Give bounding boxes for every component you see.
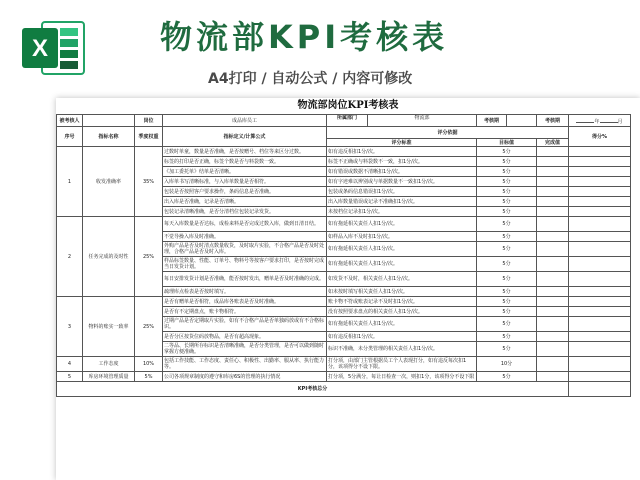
kpi-target: 5分 <box>477 342 537 357</box>
date-label: 考核期 <box>537 115 569 127</box>
kpi-criteria: 如有拖延相关责任人扣1分/次。 <box>327 257 477 272</box>
assessee-label: 被考核人 <box>57 115 83 127</box>
kpi-definition: 是否有赠单是否相符，成品库各账表是否及时准确。 <box>163 297 327 307</box>
kpi-criteria: 如有违反相扣1分/次。 <box>327 332 477 342</box>
year-suffix: 年 <box>594 119 600 125</box>
kpi-name: 收发准确率 <box>83 147 135 217</box>
kpi-target: 5分 <box>477 197 537 207</box>
kpi-definition: 样品标签数量、性能、订单号、物料号等按客户要求打印，是否按时完成当日发货计划。 <box>163 257 327 272</box>
col-target: 目标值 <box>477 139 537 147</box>
kpi-target: 5分 <box>477 157 537 167</box>
kpi-seq: 5 <box>57 372 83 382</box>
kpi-target: 10分 <box>477 357 537 372</box>
col-basis: 评分依据 <box>327 127 569 139</box>
kpi-criteria: 如有错误或数据不清晰扣1分/次。 <box>327 167 477 177</box>
col-score: 得分% <box>569 127 631 147</box>
header-row-1 <box>57 127 631 139</box>
kpi-actual[interactable] <box>537 287 569 297</box>
total-label: KPI考核总分 <box>57 382 569 397</box>
total-score[interactable] <box>569 382 631 397</box>
kpi-target: 5分 <box>477 317 537 332</box>
kpi-actual[interactable] <box>537 372 569 382</box>
kpi-target: 5分 <box>477 372 537 382</box>
kpi-definition: 二等品、长期所存标识是否清晰准确，是否分类管理，是否可以做到随时掌握方便准确。 <box>163 342 327 357</box>
kpi-actual[interactable] <box>537 307 569 317</box>
kpi-name: 物料的账实一致率 <box>83 297 135 357</box>
kpi-target: 5分 <box>477 217 537 232</box>
kpi-definition: 包括工作技能、工作态度、责任心、积极性、出勤率、服从率、执行能力等。 <box>163 357 327 372</box>
table-row <box>57 372 631 382</box>
excel-icon <box>20 18 86 78</box>
kpi-actual[interactable] <box>537 177 569 187</box>
kpi-criteria: 打分项，5分满分，每让日检查一次，则扣1分，该项得分不设下限 <box>327 372 477 382</box>
period-label: 考核期 <box>477 115 507 127</box>
kpi-name: 工作态度 <box>83 357 135 372</box>
kpi-actual[interactable] <box>537 342 569 357</box>
kpi-criteria: 出入库数量错误或记录不准确扣1分/次。 <box>327 197 477 207</box>
kpi-score[interactable] <box>569 242 631 257</box>
month-suffix: 月 <box>617 119 623 125</box>
kpi-score[interactable] <box>569 272 631 287</box>
kpi-definition: 不觉导操入库及时准确。 <box>163 232 327 242</box>
kpi-target: 5分 <box>477 242 537 257</box>
kpi-seq: 3 <box>57 297 83 357</box>
kpi-seq: 4 <box>57 357 83 372</box>
table-row <box>57 297 631 307</box>
kpi-actual[interactable] <box>537 357 569 372</box>
kpi-score[interactable] <box>569 307 631 317</box>
sheet-title: 物流部岗位KPI考核表 <box>297 100 399 111</box>
kpi-criteria: 如样品入库不及时扣1分/次。 <box>327 232 477 242</box>
kpi-weight: 5% <box>135 372 163 382</box>
kpi-definition: 《加工委托单》结单是否清晰。 <box>163 167 327 177</box>
kpi-criteria: 没有按照要求盘点的相关责任人扣1分/次。 <box>327 307 477 317</box>
dept-label: 所属部门 <box>327 115 368 126</box>
kpi-criteria: 打分项，由部门主管根据员工个人表现打分，如有违反每次扣1分，该项得分不设下限。 <box>327 357 477 372</box>
dept-cell <box>327 115 477 127</box>
col-actual: 完成值 <box>537 139 569 147</box>
kpi-weight: 25% <box>135 297 163 357</box>
kpi-definition: 过期产品是否定期取片实验，如有不合格产品是否单独码放或有不合格标识。 <box>163 317 327 332</box>
kpi-score[interactable] <box>569 297 631 307</box>
col-definition: 指标定义/计算公式 <box>163 127 327 147</box>
col-name: 指标名称 <box>83 127 135 147</box>
kpi-definition: 包装是否按照客户要求操作，条码信息是否准确。 <box>163 187 327 197</box>
kpi-actual[interactable] <box>537 197 569 207</box>
kpi-weight: 25% <box>135 217 163 297</box>
page-subtitle: A4打印 / 自动公式 / 内容可修改 <box>208 71 413 87</box>
kpi-criteria: 标识不准确，未分类管理的相关责任人扣1分/次。 <box>327 342 477 357</box>
kpi-criteria: 如有违反相扣1分/次。 <box>327 147 477 157</box>
kpi-score[interactable] <box>569 157 631 167</box>
date-value[interactable] <box>569 115 631 127</box>
kpi-actual[interactable] <box>537 217 569 232</box>
kpi-definition: 外购产品是否及时清点数量收货，及时取片实验，不合格产品是否及时处理，合格产品是否及时入库。 <box>163 242 327 257</box>
kpi-target: 5分 <box>477 167 537 177</box>
kpi-target: 5分 <box>477 297 537 307</box>
kpi-criteria: 标签不正确或与料袋数不一致，扣1分/次。 <box>327 157 477 167</box>
kpi-score[interactable] <box>569 187 631 197</box>
kpi-actual[interactable] <box>537 167 569 177</box>
kpi-table <box>56 114 631 397</box>
kpi-definition: 每日安排发货计划是否准确，能否按时发出，赠单是否及时准确的完成。 <box>163 272 327 287</box>
kpi-score[interactable] <box>569 257 631 272</box>
kpi-definition: 入库单书写清晰标准，与入库单数量是否相符。 <box>163 177 327 187</box>
kpi-name: 库房环境管理质量 <box>83 372 135 382</box>
period-value[interactable] <box>507 115 537 127</box>
kpi-criteria: 包装或条码信息错误扣1分/次。 <box>327 187 477 197</box>
total-row <box>57 382 631 397</box>
kpi-target: 5分 <box>477 207 537 217</box>
col-seq: 序号 <box>57 127 83 147</box>
kpi-criteria: 如有拖延相关责任人扣1分/次。 <box>327 217 477 232</box>
position-label: 岗位 <box>135 115 163 127</box>
kpi-actual[interactable] <box>537 317 569 332</box>
kpi-target: 5分 <box>477 257 537 272</box>
kpi-definition: 过数时单童，数量是否准确，是否按赠号、档位等来区分过数。 <box>163 147 327 157</box>
kpi-score[interactable] <box>569 287 631 297</box>
kpi-score[interactable] <box>569 317 631 332</box>
kpi-definition: 标签的打印是否正确，标签个数是否与料袋数一致。 <box>163 157 327 167</box>
kpi-criteria: 如有拖延相关责任人扣1分/次。 <box>327 317 477 332</box>
kpi-actual[interactable] <box>537 257 569 272</box>
kpi-weight: 10% <box>135 357 163 372</box>
kpi-target: 5分 <box>477 177 537 187</box>
kpi-actual[interactable] <box>537 187 569 197</box>
kpi-actual[interactable] <box>537 272 569 287</box>
kpi-definition: 是否分区按货位码放物品，是否有超高现象。 <box>163 332 327 342</box>
kpi-score[interactable] <box>569 147 631 157</box>
kpi-score[interactable] <box>569 232 631 242</box>
kpi-definition: 包装记录清晰准确，是否分清档位包装记录发货。 <box>163 207 327 217</box>
kpi-score[interactable] <box>569 357 631 372</box>
spreadsheet-preview <box>56 98 640 480</box>
kpi-actual[interactable] <box>537 157 569 167</box>
kpi-seq: 1 <box>57 147 83 217</box>
kpi-score[interactable] <box>569 207 631 217</box>
kpi-actual[interactable] <box>537 297 569 307</box>
kpi-target: 5分 <box>477 332 537 342</box>
kpi-score[interactable] <box>569 372 631 382</box>
position-value[interactable]: 成品库员工 <box>163 115 327 127</box>
kpi-criteria: 账卡物不符或账表记录不及时扣1分/次。 <box>327 297 477 307</box>
excel-letter: X <box>31 35 49 62</box>
kpi-weight: 35% <box>135 147 163 217</box>
kpi-actual[interactable] <box>537 207 569 217</box>
kpi-definition: 疏理库点检表是否按时填写。 <box>163 287 327 297</box>
kpi-score[interactable] <box>569 342 631 357</box>
col-criteria: 评分标准 <box>327 139 477 147</box>
dept-value[interactable]: 物流部 <box>414 115 430 121</box>
kpi-actual[interactable] <box>537 147 569 157</box>
kpi-target: 5分 <box>477 307 537 317</box>
kpi-criteria: 如有字迹难以辨别或与单据数量不一致扣1分/次。 <box>327 177 477 187</box>
kpi-definition: 每天入库数量是否达标，成检来料是否完成过数入库，做到日清日结。 <box>163 217 327 232</box>
kpi-actual[interactable] <box>537 242 569 257</box>
info-row <box>57 115 631 127</box>
kpi-score[interactable] <box>569 197 631 207</box>
kpi-score[interactable] <box>569 332 631 342</box>
table-row <box>57 357 631 372</box>
kpi-target: 5分 <box>477 232 537 242</box>
kpi-actual[interactable] <box>537 332 569 342</box>
kpi-target: 5分 <box>477 287 537 297</box>
table-row <box>57 147 631 157</box>
kpi-target: 5分 <box>477 147 537 157</box>
kpi-criteria: 如未按时填写相关责任人扣1分/次。 <box>327 287 477 297</box>
kpi-definition: 出入库是否准确，记录是否清晰。 <box>163 197 327 207</box>
kpi-score[interactable] <box>569 167 631 177</box>
kpi-criteria: 未按档位记录扣1分/次。 <box>327 207 477 217</box>
col-weight: 季度权重 <box>135 127 163 147</box>
kpi-criteria: 如发货不及时，相关责任人扣1分/次。 <box>327 272 477 287</box>
assessee-value[interactable] <box>83 115 135 127</box>
kpi-definition: 是否有不定期盘点，账卡物相符。 <box>163 307 327 317</box>
kpi-definition: 公司各项规章制度的遵守和库房6S的管理的执行情况 <box>163 372 327 382</box>
kpi-target: 5分 <box>477 272 537 287</box>
kpi-score[interactable] <box>569 217 631 232</box>
page-title: 物流部KPI考核表 <box>160 18 449 56</box>
kpi-target: 5分 <box>477 187 537 197</box>
kpi-actual[interactable] <box>537 232 569 242</box>
kpi-name: 任务完成的及时性 <box>83 217 135 297</box>
table-row <box>57 217 631 232</box>
kpi-seq: 2 <box>57 217 83 297</box>
kpi-score[interactable] <box>569 177 631 187</box>
banner <box>0 0 640 94</box>
kpi-criteria: 如有拖延相关责任人扣1分/次。 <box>327 242 477 257</box>
